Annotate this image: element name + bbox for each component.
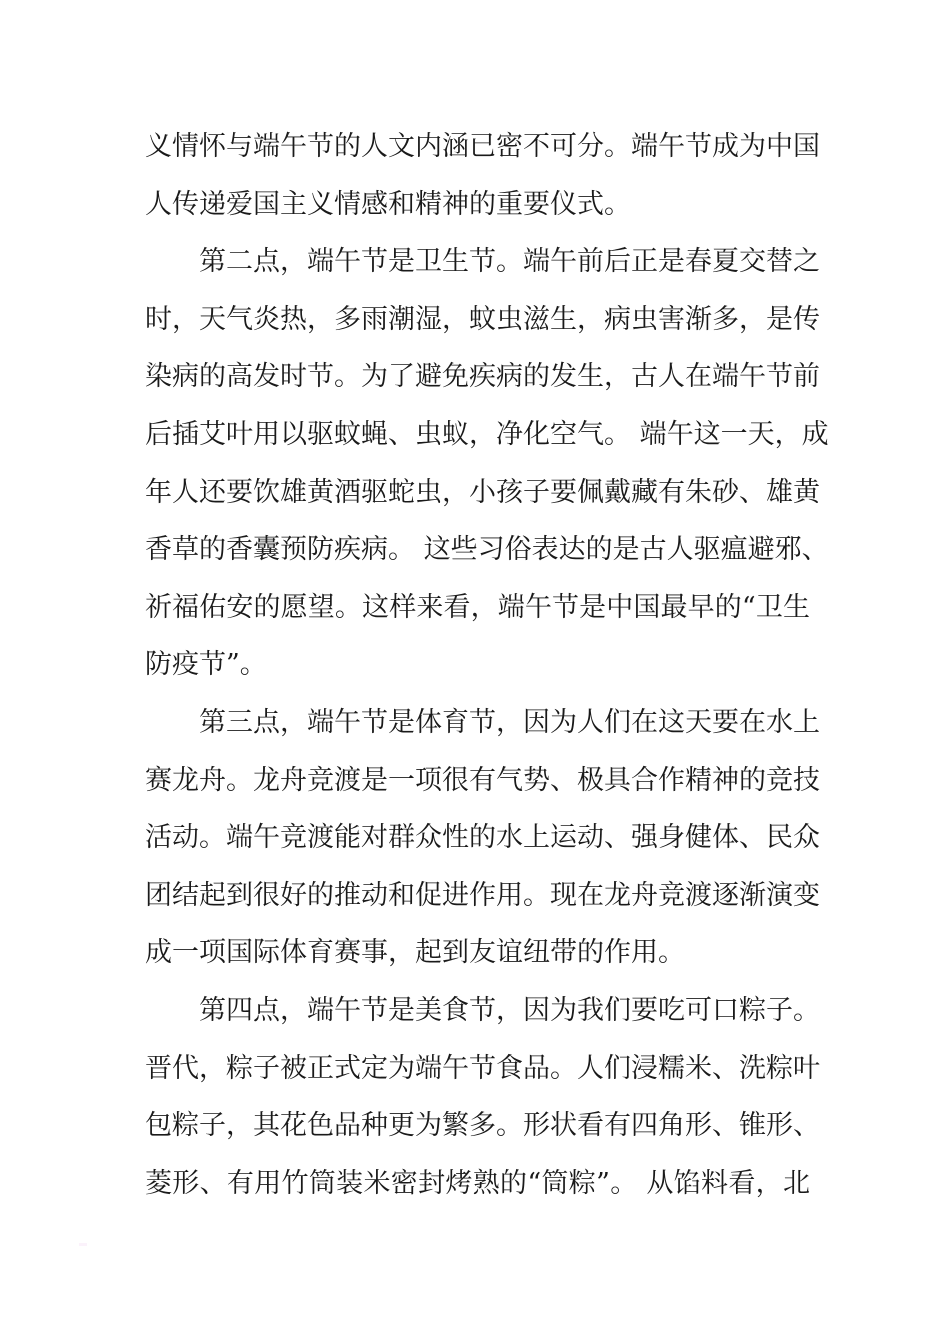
faint-footer-mark xyxy=(79,1243,87,1246)
text-line: 菱形、有用竹筒装米密封烤熟的“筒粽”。 从馅料看，北 xyxy=(145,1167,810,1199)
text-line: 晋代，粽子被正式定为端午节食品。人们浸糯米、洗粽叶 xyxy=(145,1052,820,1084)
text-line: 活动。端午竞渡能对群众性的水上运动、强身健体、民众 xyxy=(145,822,820,854)
text-line: 义情怀与端午节的人文内涵已密不可分。端午节成为中国 xyxy=(145,131,820,162)
text-line: 包粽子，其花色品种更为繁多。形状看有四角形、锥形、 xyxy=(145,1110,820,1142)
text-line: 第三点，端午节是体育节，因为人们在这天要在水上 xyxy=(199,706,820,738)
text-line: 成一项国际体育赛事，起到友谊纽带的作用。 xyxy=(145,937,685,969)
text-line: 后插艾叶用以驱蚊蝇、虫蚁，净化空气。 端午这一天，成 xyxy=(145,418,829,450)
text-line: 防疫节”。 xyxy=(145,649,267,681)
text-line: 时，天气炎热，多雨潮湿，蚊虫滋生，病虫害渐多，是传 xyxy=(145,303,820,335)
document-body xyxy=(145,118,829,1212)
text-line: 赛龙舟。龙舟竞渡是一项很有气势、极具合作精神的竞技 xyxy=(145,764,820,796)
text-line: 团结起到很好的推动和促进作用。现在龙舟竞渡逐渐演变 xyxy=(145,879,820,911)
text-line: 第二点，端午节是卫生节。端午前后正是春夏交替之 xyxy=(199,246,820,278)
text-line: 人传递爱国主义情感和精神的重要仪式。 xyxy=(145,188,631,220)
paragraph-point-four xyxy=(145,982,820,1212)
text-line: 祈福佑安的愿望。这样来看，端午节是中国最早的“卫生 xyxy=(145,591,810,623)
text-line: 香草的香囊预防疾病。 这些习俗表达的是古人驱瘟避邪、 xyxy=(145,534,829,566)
paragraph-continued xyxy=(145,118,820,233)
text-line: 年人还要饮雄黄酒驱蛇虫，小孩子要佩戴藏有朱砂、雄黄 xyxy=(145,476,820,508)
paragraph-point-two xyxy=(145,233,829,694)
text-line: 第四点，端午节是美食节，因为我们要吃可口粽子。 xyxy=(199,994,820,1026)
paragraph-point-three xyxy=(145,694,820,982)
text-line: 染病的高发时节。为了避免疾病的发生，古人在端午节前 xyxy=(145,361,820,393)
